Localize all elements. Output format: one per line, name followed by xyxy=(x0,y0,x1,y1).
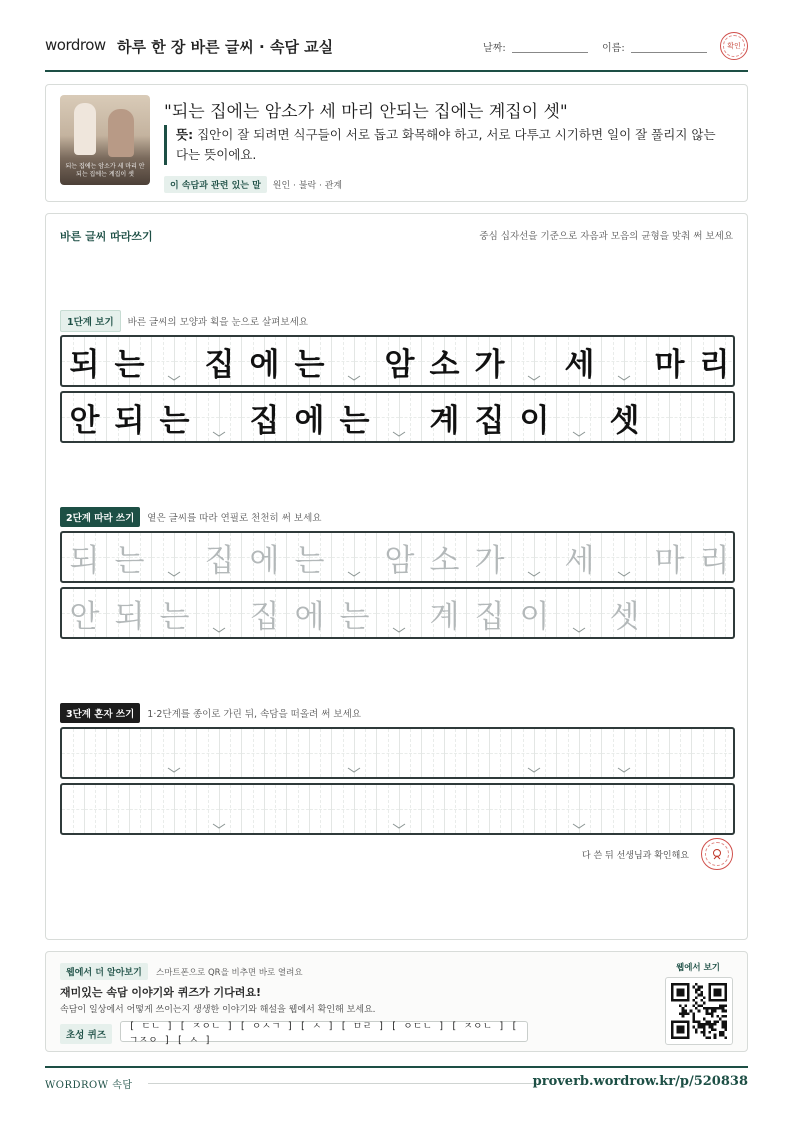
step-2-header xyxy=(60,507,321,527)
model-glyph: 되 xyxy=(69,346,100,383)
space-mark-icon xyxy=(347,767,361,773)
grid-cell xyxy=(152,785,175,833)
grid-cell xyxy=(220,729,243,777)
page-title: 하루 한 장 바른 글씨 · 속담 교실 xyxy=(117,38,334,56)
grid-cell xyxy=(62,785,85,833)
space-mark-icon xyxy=(167,571,181,577)
trace-glyph: 셋 xyxy=(609,598,640,635)
model-glyph: 에 xyxy=(294,402,325,439)
trace-glyph: 암 xyxy=(384,542,415,579)
name-field[interactable] xyxy=(631,52,707,53)
grid-cell xyxy=(670,589,693,637)
model-glyph: 마 xyxy=(654,346,685,383)
grid-cell xyxy=(265,785,288,833)
grid-cell xyxy=(490,785,513,833)
grid-cell xyxy=(647,393,670,441)
step-1-header xyxy=(60,310,308,332)
trace-glyph: 는 xyxy=(339,598,370,635)
grid-cell xyxy=(580,729,603,777)
grid-cell xyxy=(85,729,108,777)
space-mark-icon xyxy=(617,375,631,381)
grid-cell xyxy=(107,729,130,777)
practice-title: 바른 글씨 따라쓰기 xyxy=(60,230,153,243)
model-glyph: 집 xyxy=(474,402,505,439)
step-1-row-1 xyxy=(60,335,735,387)
space-mark-icon xyxy=(572,431,586,437)
step-1-row-2 xyxy=(60,391,735,443)
grid-cell xyxy=(670,785,693,833)
step-3-badge: 3단계 혼자 쓰기 xyxy=(60,703,140,723)
model-glyph: 가 xyxy=(474,346,505,383)
grid-cell xyxy=(377,729,400,777)
step-3-header xyxy=(60,703,361,723)
grid-cell xyxy=(692,393,715,441)
footer-url[interactable]: proverb.wordrow.kr/p/520838 xyxy=(532,1074,748,1089)
trace-glyph: 는 xyxy=(159,598,190,635)
chosung-quiz: [ ㄷㄴ ] [ ㅈㅇㄴ ] [ ㅇㅅㄱ ] [ ㅅ ] [ ㅁㄹ ] [ ㅇㄷㄴ ] [ ㅈㅇㄴ ] [ ㄱㅈㅇ ] [ ㅅ ] xyxy=(120,1021,528,1042)
model-glyph: 안 xyxy=(69,402,100,439)
trace-glyph: 집 xyxy=(204,542,235,579)
trace-glyph: 리 xyxy=(699,542,730,579)
model-glyph: 는 xyxy=(294,346,325,383)
grid-cell xyxy=(130,729,153,777)
quiz-tag: 초성 퀴즈 xyxy=(60,1024,112,1044)
model-glyph: 계 xyxy=(429,402,460,439)
grid-cell xyxy=(107,785,130,833)
model-glyph: 리 xyxy=(699,346,730,383)
space-mark-icon xyxy=(392,823,406,829)
space-mark-icon xyxy=(212,431,226,437)
web-promo xyxy=(45,951,748,1052)
trace-glyph: 소 xyxy=(429,542,460,579)
model-glyph: 는 xyxy=(114,346,145,383)
space-mark-icon xyxy=(527,767,541,773)
date-field[interactable] xyxy=(512,52,588,53)
space-mark-icon xyxy=(347,375,361,381)
model-glyph: 되 xyxy=(114,402,145,439)
grid-cell xyxy=(130,785,153,833)
space-mark-icon xyxy=(167,375,181,381)
model-glyph: 이 xyxy=(519,402,550,439)
grid-cell xyxy=(647,589,670,637)
model-glyph: 에 xyxy=(249,346,280,383)
step-1-badge: 1단계 보기 xyxy=(60,310,121,332)
grid-cell xyxy=(692,729,715,777)
trace-glyph: 계 xyxy=(429,598,460,635)
grid-cell xyxy=(287,729,310,777)
grid-cell xyxy=(175,785,198,833)
qr-label: 웹에서 보기 xyxy=(675,963,720,973)
step-2-badge: 2단계 따라 쓰기 xyxy=(60,507,140,527)
grid-cell xyxy=(647,785,670,833)
meaning-text: 집안이 잘 되려면 식구들이 서로 돕고 화목해야 하고, 서로 다투고 시기하면 일이 잘 풀리지 않는다는 뜻이에요. xyxy=(176,127,716,162)
model-glyph: 암 xyxy=(384,346,415,383)
grid-cell xyxy=(670,729,693,777)
step-2-row-1[interactable] xyxy=(60,531,735,583)
trace-glyph: 집 xyxy=(474,598,505,635)
wordrow-logo: wordrow xyxy=(45,36,106,54)
confirm-seal-icon: 확인 xyxy=(720,32,748,60)
trace-glyph: 안 xyxy=(69,598,100,635)
grid-cell xyxy=(62,729,85,777)
space-mark-icon xyxy=(527,571,541,577)
related-words-list: 원인 · 불락 · 관계 xyxy=(272,181,343,191)
grid-cell xyxy=(422,785,445,833)
grid-cell xyxy=(557,729,580,777)
grid-cell xyxy=(242,785,265,833)
space-mark-icon xyxy=(617,767,631,773)
grid-cell xyxy=(647,729,670,777)
grid-cell xyxy=(310,729,333,777)
grid-cell xyxy=(692,785,715,833)
model-glyph: 는 xyxy=(339,402,370,439)
grid-cell xyxy=(445,729,468,777)
good-job-seal-icon xyxy=(701,838,733,870)
meaning-label: 뜻: xyxy=(176,127,194,142)
trace-glyph: 되 xyxy=(114,598,145,635)
grid-cell xyxy=(535,785,558,833)
model-glyph: 소 xyxy=(429,346,460,383)
grid-cell xyxy=(85,785,108,833)
space-mark-icon xyxy=(347,571,361,577)
trace-glyph: 마 xyxy=(654,542,685,579)
trace-glyph: 는 xyxy=(114,542,145,579)
footer-divider xyxy=(45,1066,748,1068)
step-3-row-2[interactable] xyxy=(60,783,735,835)
name-label: 이름: xyxy=(602,43,625,54)
web-desc: 속담이 일상에서 어떻게 쓰이는지 생생한 이야기와 해설을 웹에서 확인해 보세요. xyxy=(60,1005,376,1015)
trace-glyph: 집 xyxy=(249,598,280,635)
web-tag: 웹에서 더 알아보기 xyxy=(60,963,148,980)
model-glyph: 집 xyxy=(249,402,280,439)
grid-cell xyxy=(265,729,288,777)
step-3-row-1[interactable] xyxy=(60,727,735,779)
model-glyph: 셋 xyxy=(609,402,640,439)
grid-cell xyxy=(422,729,445,777)
proverb-thumbnail xyxy=(60,95,150,185)
grid-cell xyxy=(715,729,736,777)
space-mark-icon xyxy=(392,431,406,437)
proverb-title: "되는 집에는 암소가 세 마리 안되는 집에는 계집이 셋" xyxy=(164,102,568,122)
grid-cell xyxy=(197,729,220,777)
check-note: 다 쓴 뒤 선생님과 확인해요 xyxy=(581,851,689,861)
grid-cell xyxy=(715,785,736,833)
grid-cell xyxy=(670,393,693,441)
space-mark-icon xyxy=(572,627,586,633)
proverb-meaning xyxy=(164,125,724,165)
grid-cell xyxy=(602,785,625,833)
trace-glyph: 가 xyxy=(474,542,505,579)
related-tag: 이 속담과 관련 있는 말 xyxy=(164,176,267,193)
page-header xyxy=(45,30,748,72)
grid-cell xyxy=(692,589,715,637)
space-mark-icon xyxy=(392,627,406,633)
grid-cell xyxy=(490,729,513,777)
footer-rule xyxy=(148,1083,536,1084)
space-mark-icon xyxy=(617,571,631,577)
grid-cell xyxy=(467,729,490,777)
trace-glyph: 되 xyxy=(69,542,100,579)
grid-cell xyxy=(332,785,355,833)
trace-glyph: 에 xyxy=(249,542,280,579)
thumbnail-caption: 되는 집에는 암소가 세 마리 안되는 집에는 계집이 셋 xyxy=(65,163,145,178)
practice-hint: 중심 십자선을 기준으로 자음과 모음의 균형을 맞춰 써 보세요 xyxy=(479,231,733,242)
grid-cell xyxy=(355,785,378,833)
space-mark-icon xyxy=(572,823,586,829)
grid-cell xyxy=(625,785,648,833)
step-3-desc: 1·2단계를 종이로 가린 뒤, 속담을 떠올려 써 보세요 xyxy=(147,709,361,720)
web-sub: 스마트폰으로 QR을 비추면 바로 열려요 xyxy=(156,968,303,978)
grid-cell xyxy=(310,785,333,833)
footer-brand: WORDROW 속담 xyxy=(45,1080,133,1091)
related-words xyxy=(164,176,342,193)
qr-code-icon[interactable] xyxy=(665,977,733,1045)
space-mark-icon xyxy=(212,823,226,829)
step-2-row-2[interactable] xyxy=(60,587,735,639)
grid-cell xyxy=(242,729,265,777)
web-headline: 재미있는 속담 이야기와 퀴즈가 기다려요! xyxy=(60,986,261,999)
space-mark-icon xyxy=(527,375,541,381)
grid-cell xyxy=(400,729,423,777)
space-mark-icon xyxy=(212,627,226,633)
model-glyph: 집 xyxy=(204,346,235,383)
grid-cell xyxy=(715,393,736,441)
grid-cell xyxy=(287,785,310,833)
trace-glyph: 는 xyxy=(294,542,325,579)
trace-glyph: 세 xyxy=(564,542,595,579)
date-label: 날짜: xyxy=(483,43,506,54)
grid-cell xyxy=(467,785,490,833)
grid-cell xyxy=(445,785,468,833)
model-glyph: 는 xyxy=(159,402,190,439)
trace-glyph: 에 xyxy=(294,598,325,635)
trace-glyph: 이 xyxy=(519,598,550,635)
step-2-desc: 옅은 글씨를 따라 연필로 천천히 써 보세요 xyxy=(147,513,322,524)
grid-cell xyxy=(512,785,535,833)
handwriting-practice xyxy=(45,213,748,940)
proverb-card xyxy=(45,84,748,202)
space-mark-icon xyxy=(167,767,181,773)
step-1-desc: 바른 글씨의 모양과 획을 눈으로 살펴보세요 xyxy=(127,317,308,328)
model-glyph: 세 xyxy=(564,346,595,383)
grid-cell xyxy=(715,589,736,637)
